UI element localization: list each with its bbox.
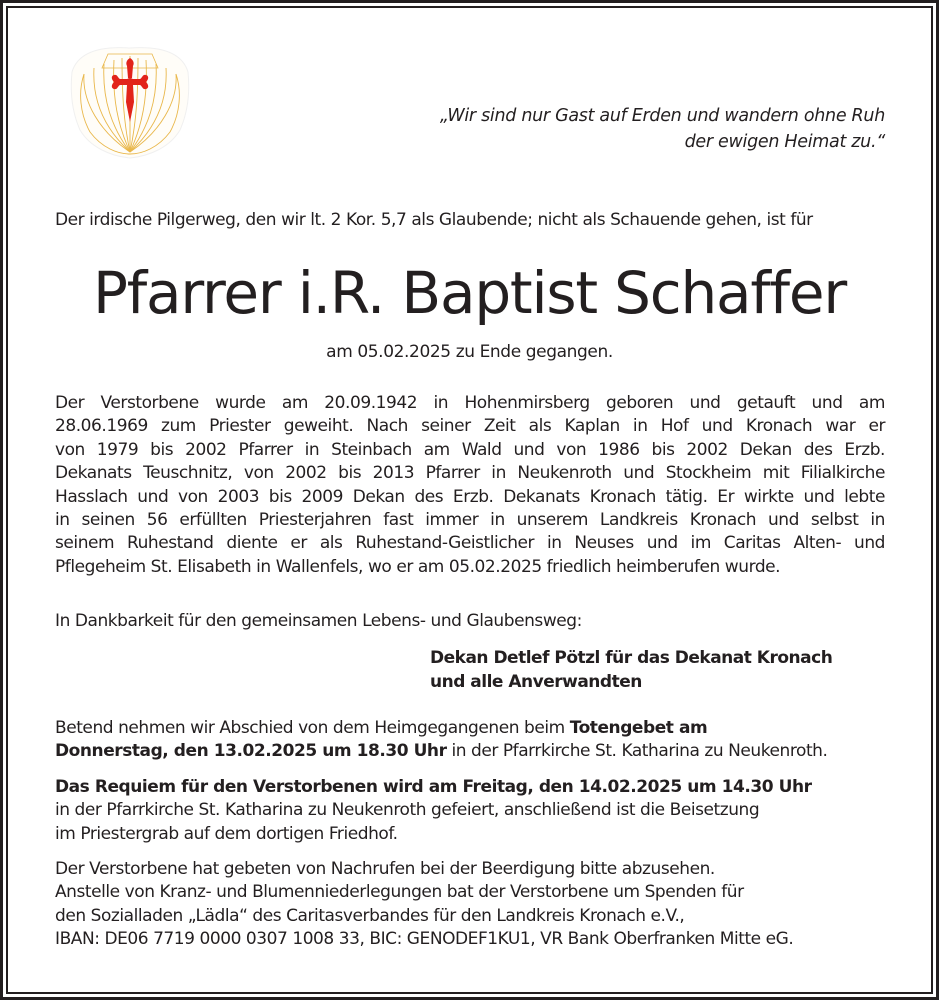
donation-line: den Sozialladen „Lädla“ des Caritasverbandes für den Landkreis Kronach e.V.,: [55, 905, 685, 926]
biography-line: 28.06.1969 zum Priester geweiht. Nach seiner Zeit als Kaplan in Hof und Kronach war er: [55, 416, 885, 437]
prayer-location: in der Pfarrkirche St. Katharina zu Neukenroth.: [446, 741, 828, 762]
biography-line: Dekanats Teuschnitz, von 2002 bis 2013 Pfarrer in Neukenroth und Stockheim mit Filialkirche: [55, 463, 885, 484]
deceased-name: Pfarrer i.R. Baptist Schaffer: [93, 259, 846, 327]
prayer-date: Donnerstag, den 13.02.2025 um 18.30 Uhr: [55, 741, 447, 762]
biography-line: seinem Ruhestand diente er als Ruhestand-Geistlicher in Neuses und im Caritas Alten- und: [55, 533, 885, 554]
prayer-text: Betend nehmen wir Abschied von dem Heimgegangenen beim: [55, 718, 570, 738]
biography-line: Hasslach und von 2003 bis 2009 Dekan des Erzb. Dekanats Kronach tätig. Er wirkte und lebte: [55, 486, 885, 507]
prayer-announcement: [55, 717, 895, 764]
donation-info: [55, 858, 895, 952]
signer-line: und alle Anverwandten: [430, 672, 642, 692]
requiem-line: in der Pfarrkirche St. Katharina zu Neukenroth gefeiert, anschließend ist die Beisetzung: [55, 800, 760, 821]
prayer-bold: Totengebet am: [569, 718, 708, 738]
signers: [430, 646, 832, 694]
donation-line: Der Verstorbene hat gebeten von Nachrufen bei der Beerdigung bitte abzusehen.: [55, 859, 715, 879]
passed-date-line: am 05.02.2025 zu Ende gegangen.: [326, 342, 613, 362]
biography-line: in seinen 56 erfüllten Priesterjahren fast immer in unserem Landkreis Kronach und selbst in: [55, 510, 885, 531]
biography-line: von 1979 bis 2002 Pfarrer in Steinbach am Wald und von 1986 bis 2002 Dekan des Erzb.: [55, 439, 885, 460]
biography-line: Pflegeheim St. Elisabeth in Wallenfels, wo er am 05.02.2025 friedlich heimberufen wurde.: [55, 556, 781, 577]
donation-line: Anstelle von Kranz- und Blumenniederlegungen bat der Verstorbene um Spenden für: [55, 882, 744, 903]
thanks-text: In Dankbarkeit für den gemeinsamen Lebens- und Glaubensweg:: [55, 611, 582, 631]
bank-details: IBAN: DE06 7719 0000 0307 1008 33, BIC: GENODEF1KU1, VR Bank Oberfranken Mitte eG.: [55, 929, 794, 950]
requiem-announcement: [55, 776, 895, 846]
requiem-line: im Priestergrab auf dem dortigen Friedhof.: [55, 823, 398, 844]
scallop-shell-with-santiago-cross-icon: [70, 42, 190, 160]
motto-quote: [285, 103, 885, 155]
motto-line: der ewigen Heimat zu.“: [684, 132, 885, 152]
signer-line: Dekan Detlef Pötzl für das Dekanat Kronach: [430, 648, 833, 668]
biography: [55, 392, 885, 579]
requiem-date: Das Requiem für den Verstorbenen wird am Freitag, den 14.02.2025 um 14.30 Uhr: [55, 777, 812, 797]
biography-line: Der Verstorbene wurde am 20.09.1942 in Hohenmirsberg geboren und getauft und am: [55, 393, 885, 413]
motto-line: „Wir sind nur Gast auf Erden und wandern ohne Ruh: [439, 106, 885, 126]
intro-text: Der irdische Pilgerweg, den wir lt. 2 Kor. 5,7 als Glaubende; nicht als Schauende gehen, ist für: [55, 210, 813, 230]
